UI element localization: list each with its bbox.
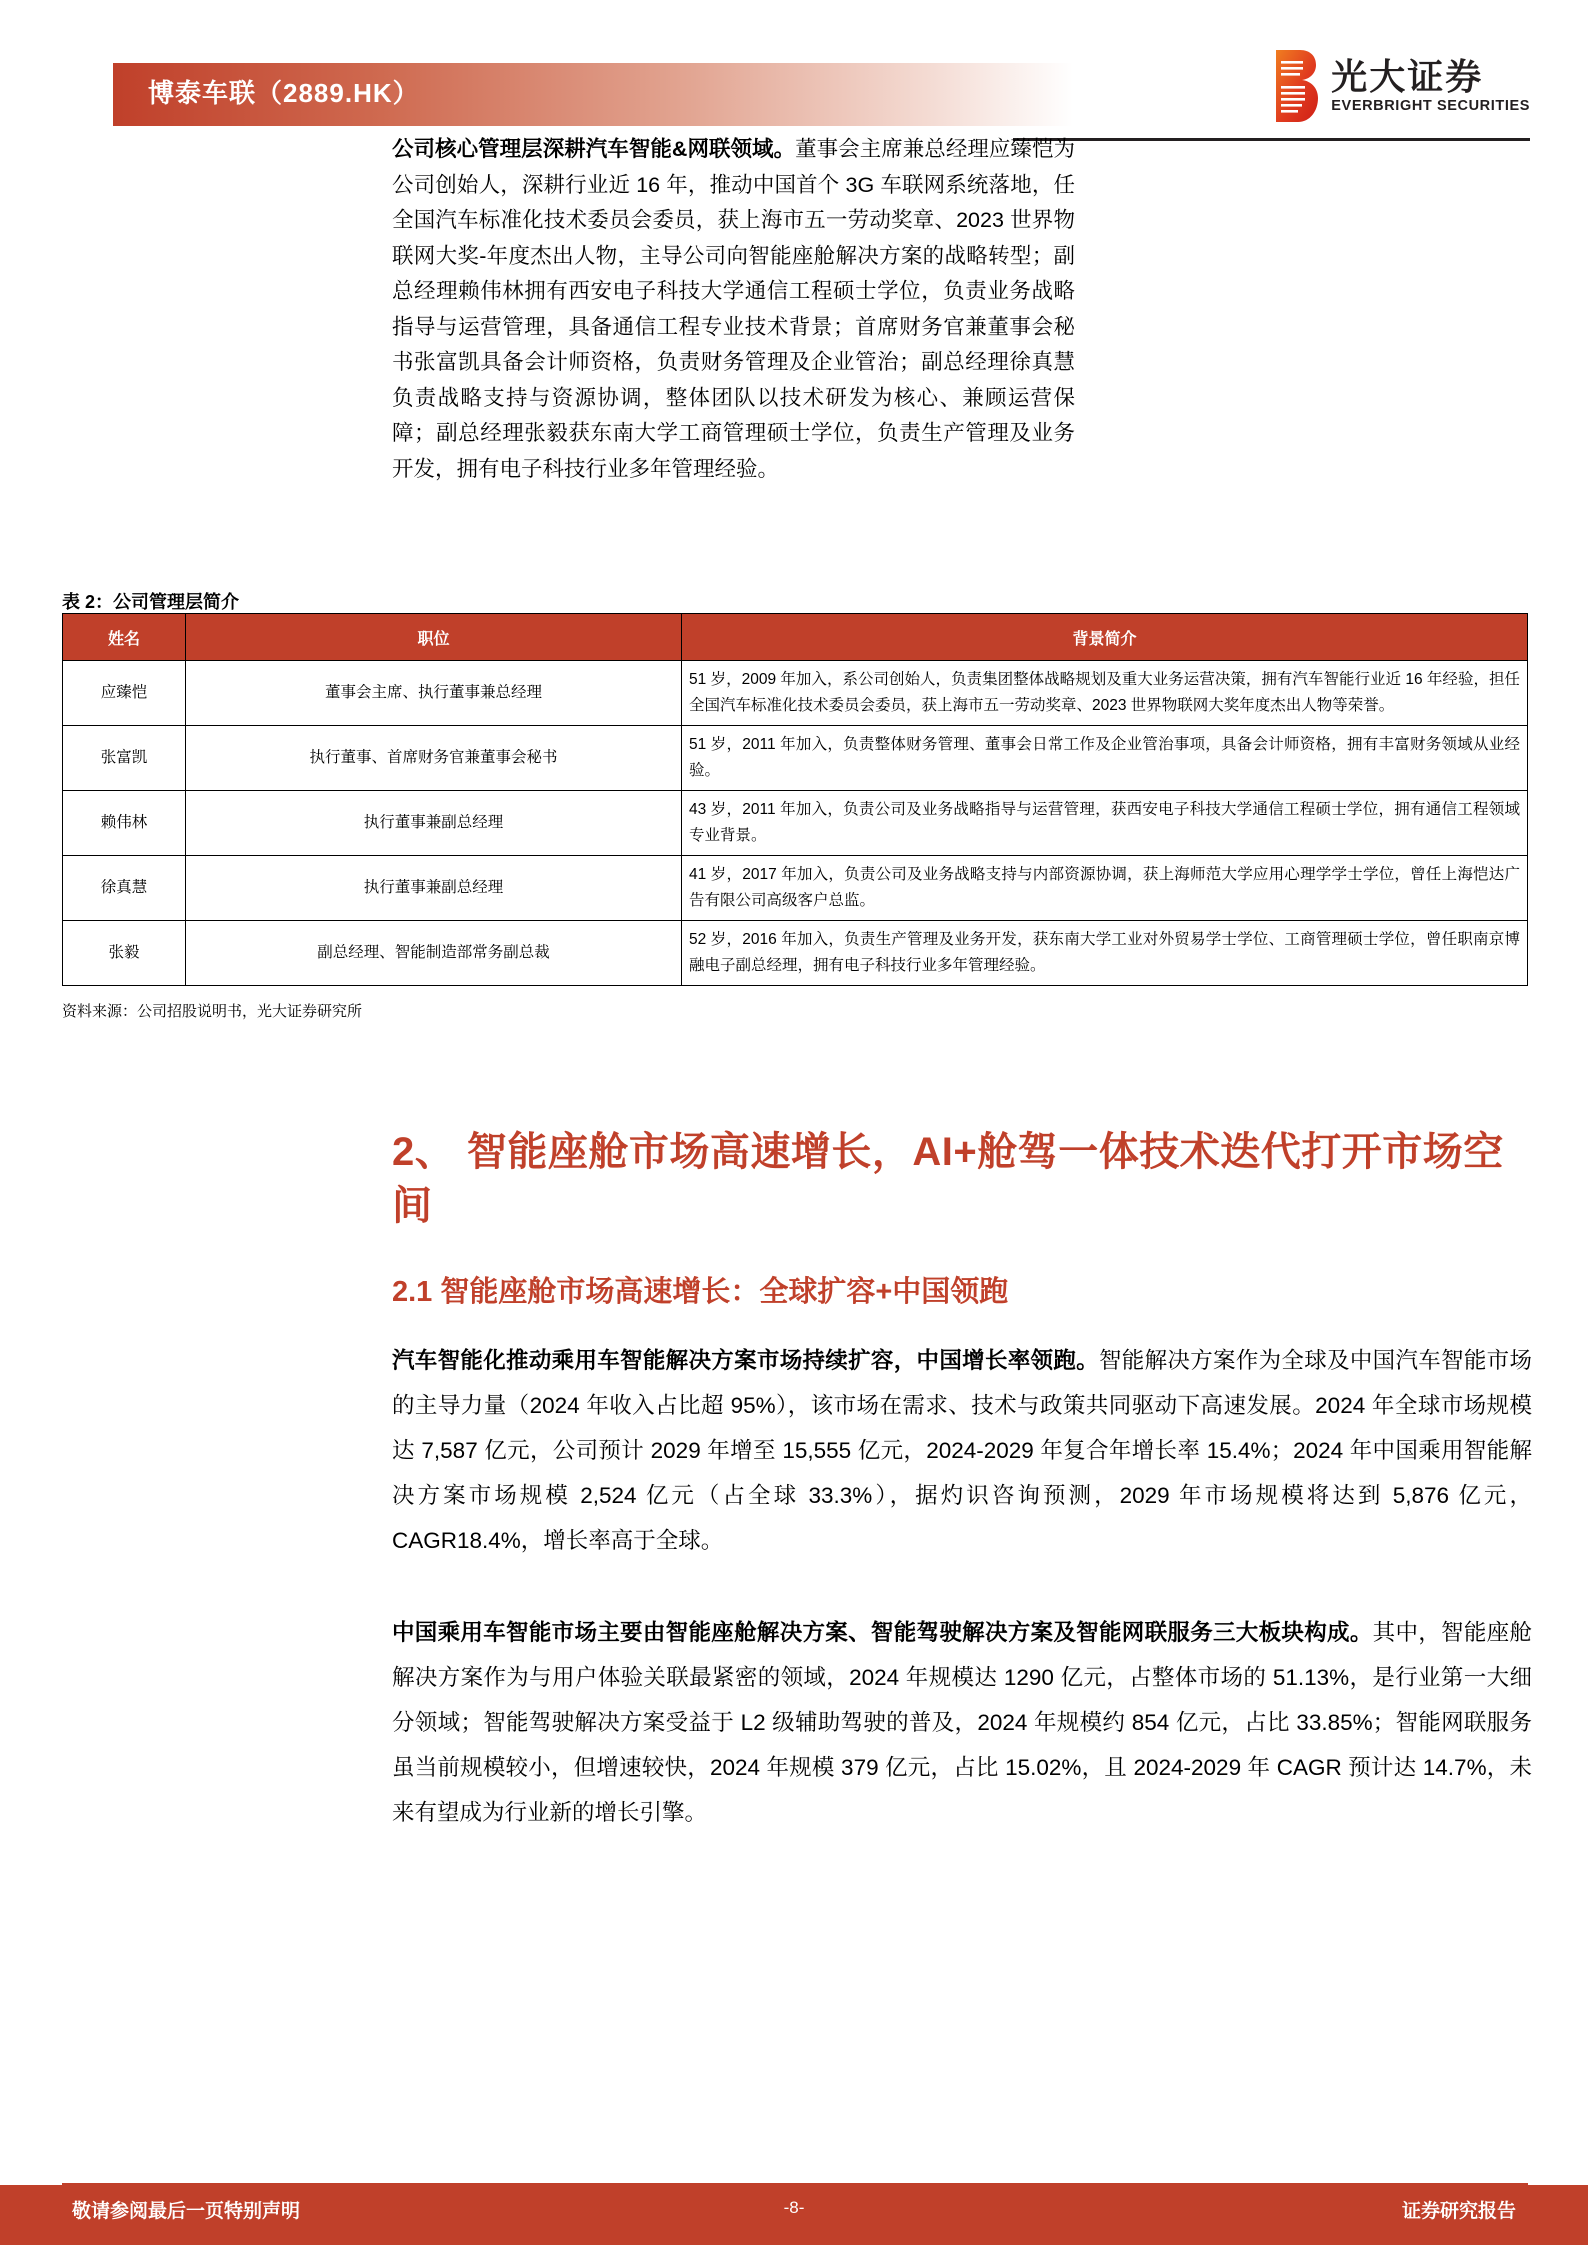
footer-disclaimer: 敬请参阅最后一页特别声明 [72, 2201, 301, 2222]
cell-bio: 52 岁，2016 年加入，负责生产管理及业务开发，获东南大学工业对外贸易学士学位、工商管理硕士学位，曾任职南京博融电子副总经理，拥有电子科技行业多年管理经验。 [682, 921, 1528, 986]
cell-bio: 51 岁，2009 年加入，系公司创始人，负责集团整体战略规划及重大业务运营决策，拥有汽车智能行业近 16 年经验，担任全国汽车标准化技术委员会委员，获上海市五一劳动奖章、2023 世界物联网大奖年度杰出人物等荣誉。 [682, 661, 1528, 726]
section-paragraph-2 [392, 1610, 1532, 1835]
brand-name-cn: 光大证券 [1331, 55, 1484, 97]
intro-body: 董事会主席兼总经理应臻恺为公司创始人，深耕行业近 16 年，推动中国首个 3G 车联网系统落地，任全国汽车标准化技术委员会委员，获上海市五一劳动奖章、2023 世界物联网大奖-年度杰出人物，主导公司向智能座舱解决方案的战略转型；副总经理赖伟林拥有西安电子科技大学通信工程硕士学位，负责业务战略指导与运营管理，具备通信工程专业技术背景；首席财务官兼董事会秘书张富凯具备会计师资格，负责财务管理及企业管治；副总经理徐真慧负责战略支持与资源协调，整体团队以技术研发为核心、兼顾运营保障；副总经理张毅获东南大学工商管理硕士学位，负责生产管理及业务开发，拥有电子科技行业多年管理经验。 [392, 137, 1075, 481]
cell-title: 副总经理、智能制造部常务副总裁 [186, 921, 682, 986]
section-paragraph-1 [392, 1338, 1532, 1563]
cell-bio: 43 岁，2011 年加入，负责公司及业务战略指导与运营管理，获西安电子科技大学通信工程硕士学位，拥有通信工程领域专业背景。 [682, 791, 1528, 856]
cell-title: 董事会主席、执行董事兼总经理 [186, 661, 682, 726]
brand-logo [1274, 48, 1530, 124]
paragraph-1-body: 智能解决方案作为全球及中国汽车智能市场的主导力量（2024 年收入占比超 95%），该市场在需求、技术与政策共同驱动下高速发展。2024 年全球市场规模达 7,587 亿元，公司预计 2029 年增至 15,555 亿元，2024-2029 年复合年增长率 15.4%；2024 年中国乘用智能解决方案市场规模 2,524 亿元（占全球 33.3%），据灼识咨询预测，2029 年市场规模将达到 5,876 亿元，CAGR18.4%，增长率高于全球。 [392, 1348, 1532, 1553]
column-header-name: 姓名 [63, 614, 186, 661]
table-row [63, 661, 1528, 726]
column-header-bio: 背景简介 [682, 614, 1528, 661]
everbright-logo-icon [1274, 48, 1318, 124]
table-caption: 表 2：公司管理层简介 [62, 592, 240, 612]
paragraph-1-lead: 汽车智能化推动乘用车智能解决方案市场持续扩容，中国增长率领跑。 [392, 1348, 1099, 1373]
table-source-note: 资料来源：公司招股说明书，光大证券研究所 [62, 1003, 363, 1020]
section-heading-2: 2、 智能座舱市场高速增长，AI+舱驾一体技术迭代打开市场空间 [392, 1130, 1504, 1228]
cell-name: 应臻恺 [63, 661, 186, 726]
column-header-title: 职位 [186, 614, 682, 661]
paragraph-2-lead: 中国乘用车智能市场主要由智能座舱解决方案、智能驾驶解决方案及智能网联服务三大板块构成。 [392, 1620, 1373, 1645]
section-heading-2-1: 2.1 智能座舱市场高速增长：全球扩容+中国领跑 [392, 1276, 1009, 1308]
cell-name: 张富凯 [63, 726, 186, 791]
page-title: 博泰车联（2889.HK） [148, 78, 420, 108]
cell-bio: 51 岁，2011 年加入，负责整体财务管理、董事会日常工作及企业管治事项，具备会计师资格，拥有丰富财务领域从业经验。 [682, 726, 1528, 791]
header-divider [1013, 138, 1530, 141]
intro-paragraph [392, 132, 1075, 487]
management-table [62, 613, 1528, 986]
brand-name-en: EVERBRIGHT SECURITIES [1331, 98, 1530, 115]
brand-text [1331, 55, 1530, 115]
table-row [63, 791, 1528, 856]
cell-name: 徐真慧 [63, 856, 186, 921]
table-header-row [63, 614, 1528, 661]
cell-bio: 41 岁，2017 年加入，负责公司及业务战略支持与内部资源协调，获上海师范大学应用心理学学士学位，曾任上海恺达广告有限公司高级客户总监。 [682, 856, 1528, 921]
cell-name: 张毅 [63, 921, 186, 986]
table-row [63, 726, 1528, 791]
page-number: -8- [783, 2198, 805, 2217]
cell-name: 赖伟林 [63, 791, 186, 856]
paragraph-2-body: 其中，智能座舱解决方案作为与用户体验关联最紧密的领域，2024 年规模达 1290 亿元，占整体市场的 51.13%，是行业第一大细分领域；智能驾驶解决方案受益于 L2 级辅助驾驶的普及，2024 年规模约 854 亿元，占比 33.85%；智能网联服务虽当前规模较小，但增速较快，2024 年规模 379 亿元，占比 15.02%，且 2024-2029 年 CAGR 预计达 14.7%，未来有望成为行业新的增长引擎。 [392, 1620, 1532, 1825]
cell-title: 执行董事兼副总经理 [186, 856, 682, 921]
intro-lead: 公司核心管理层深耕汽车智能&网联领域。 [392, 137, 796, 161]
footer-report-type: 证券研究报告 [1401, 2201, 1516, 2222]
cell-title: 执行董事兼副总经理 [186, 791, 682, 856]
table-row [63, 856, 1528, 921]
table-row [63, 921, 1528, 986]
cell-title: 执行董事、首席财务官兼董事会秘书 [186, 726, 682, 791]
